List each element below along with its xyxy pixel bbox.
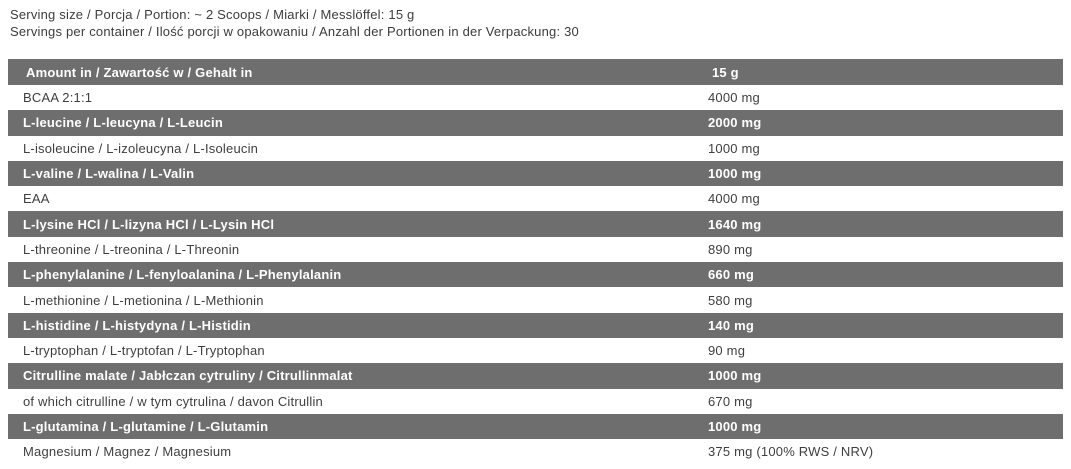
ingredient-amount: 375 mg (100% RWS / NRV) bbox=[708, 444, 874, 460]
table-row bbox=[8, 439, 1063, 464]
table-body bbox=[8, 85, 1063, 464]
ingredient-label: L-threonine / L-treonina / L-Threonin bbox=[23, 241, 240, 257]
ingredient-label: L-isoleucine / L-izoleucyna / L-Isoleucin bbox=[23, 140, 259, 156]
table-row bbox=[8, 211, 1063, 236]
serving-info bbox=[10, 6, 579, 40]
ingredient-label: L-leucine / L-leucyna / L-Leucin bbox=[23, 115, 223, 131]
nutrition-table bbox=[8, 59, 1063, 464]
ingredient-amount: 660 mg bbox=[708, 267, 755, 283]
ingredient-amount: 1000 mg bbox=[708, 140, 760, 156]
ingredient-amount: 1000 mg bbox=[708, 166, 762, 182]
ingredient-amount: 1000 mg bbox=[708, 368, 762, 384]
serving-size-line: Serving size / Porcja / Portion: ~ 2 Scoops / Miarki / Messlöffel: 15 g bbox=[10, 7, 415, 22]
ingredient-amount: 90 mg bbox=[708, 343, 746, 359]
table-row bbox=[8, 338, 1063, 363]
ingredient-label: L-valine / L-walina / L-Valin bbox=[23, 166, 195, 182]
table-row bbox=[8, 110, 1063, 135]
ingredient-amount: 2000 mg bbox=[708, 115, 762, 131]
table-row bbox=[8, 262, 1063, 287]
ingredient-label: EAA bbox=[23, 191, 50, 207]
table-row bbox=[8, 414, 1063, 439]
ingredient-amount: 4000 mg bbox=[708, 191, 760, 207]
header-serving-weight: 15 g bbox=[712, 64, 739, 80]
ingredient-label: Citrulline malate / Jabłczan cytruliny / Citrullinmalat bbox=[23, 368, 353, 384]
ingredient-label: Magnesium / Magnez / Magnesium bbox=[23, 444, 232, 460]
ingredient-label: L-histidine / L-histydyna / L-Histidin bbox=[23, 317, 251, 333]
ingredient-label: L-methionine / L-metionina / L-Methionin bbox=[23, 292, 264, 308]
table-row bbox=[8, 85, 1063, 110]
ingredient-amount: 580 mg bbox=[708, 292, 753, 308]
table-row bbox=[8, 161, 1063, 186]
ingredient-amount: 1640 mg bbox=[708, 216, 762, 232]
table-row bbox=[8, 237, 1063, 262]
table-row bbox=[8, 136, 1063, 161]
ingredient-amount: 4000 mg bbox=[708, 90, 760, 106]
ingredient-label: of which citrulline / w tym cytrulina / davon Citrullin bbox=[23, 393, 323, 409]
table-header-row bbox=[8, 59, 1063, 85]
table-row bbox=[8, 186, 1063, 211]
header-amount-in-label: Amount in / Zawartość w / Gehalt in bbox=[26, 64, 253, 80]
table-row bbox=[8, 389, 1063, 414]
ingredient-amount: 670 mg bbox=[708, 393, 753, 409]
ingredient-amount: 1000 mg bbox=[708, 419, 762, 434]
ingredient-label: L-tryptophan / L-tryptofan / L-Tryptophan bbox=[23, 343, 265, 359]
ingredient-amount: 890 mg bbox=[708, 241, 753, 257]
table-row bbox=[8, 363, 1063, 388]
ingredient-label: L-lysine HCl / L-lizyna HCl / L-Lysin HCl bbox=[23, 216, 275, 232]
servings-per-container-line: Servings per container / Ilość porcji w opakowaniu / Anzahl der Portionen in der Verpackung: 30 bbox=[10, 24, 579, 39]
table-row bbox=[8, 313, 1063, 338]
ingredient-label: L-phenylalanine / L-fenyloalanina / L-Phenylalanin bbox=[23, 267, 342, 283]
ingredient-label: BCAA 2:1:1 bbox=[23, 90, 93, 106]
table-row bbox=[8, 287, 1063, 312]
ingredient-label: L-glutamina / L-glutamine / L-Glutamin bbox=[23, 419, 269, 434]
ingredient-amount: 140 mg bbox=[708, 317, 755, 333]
